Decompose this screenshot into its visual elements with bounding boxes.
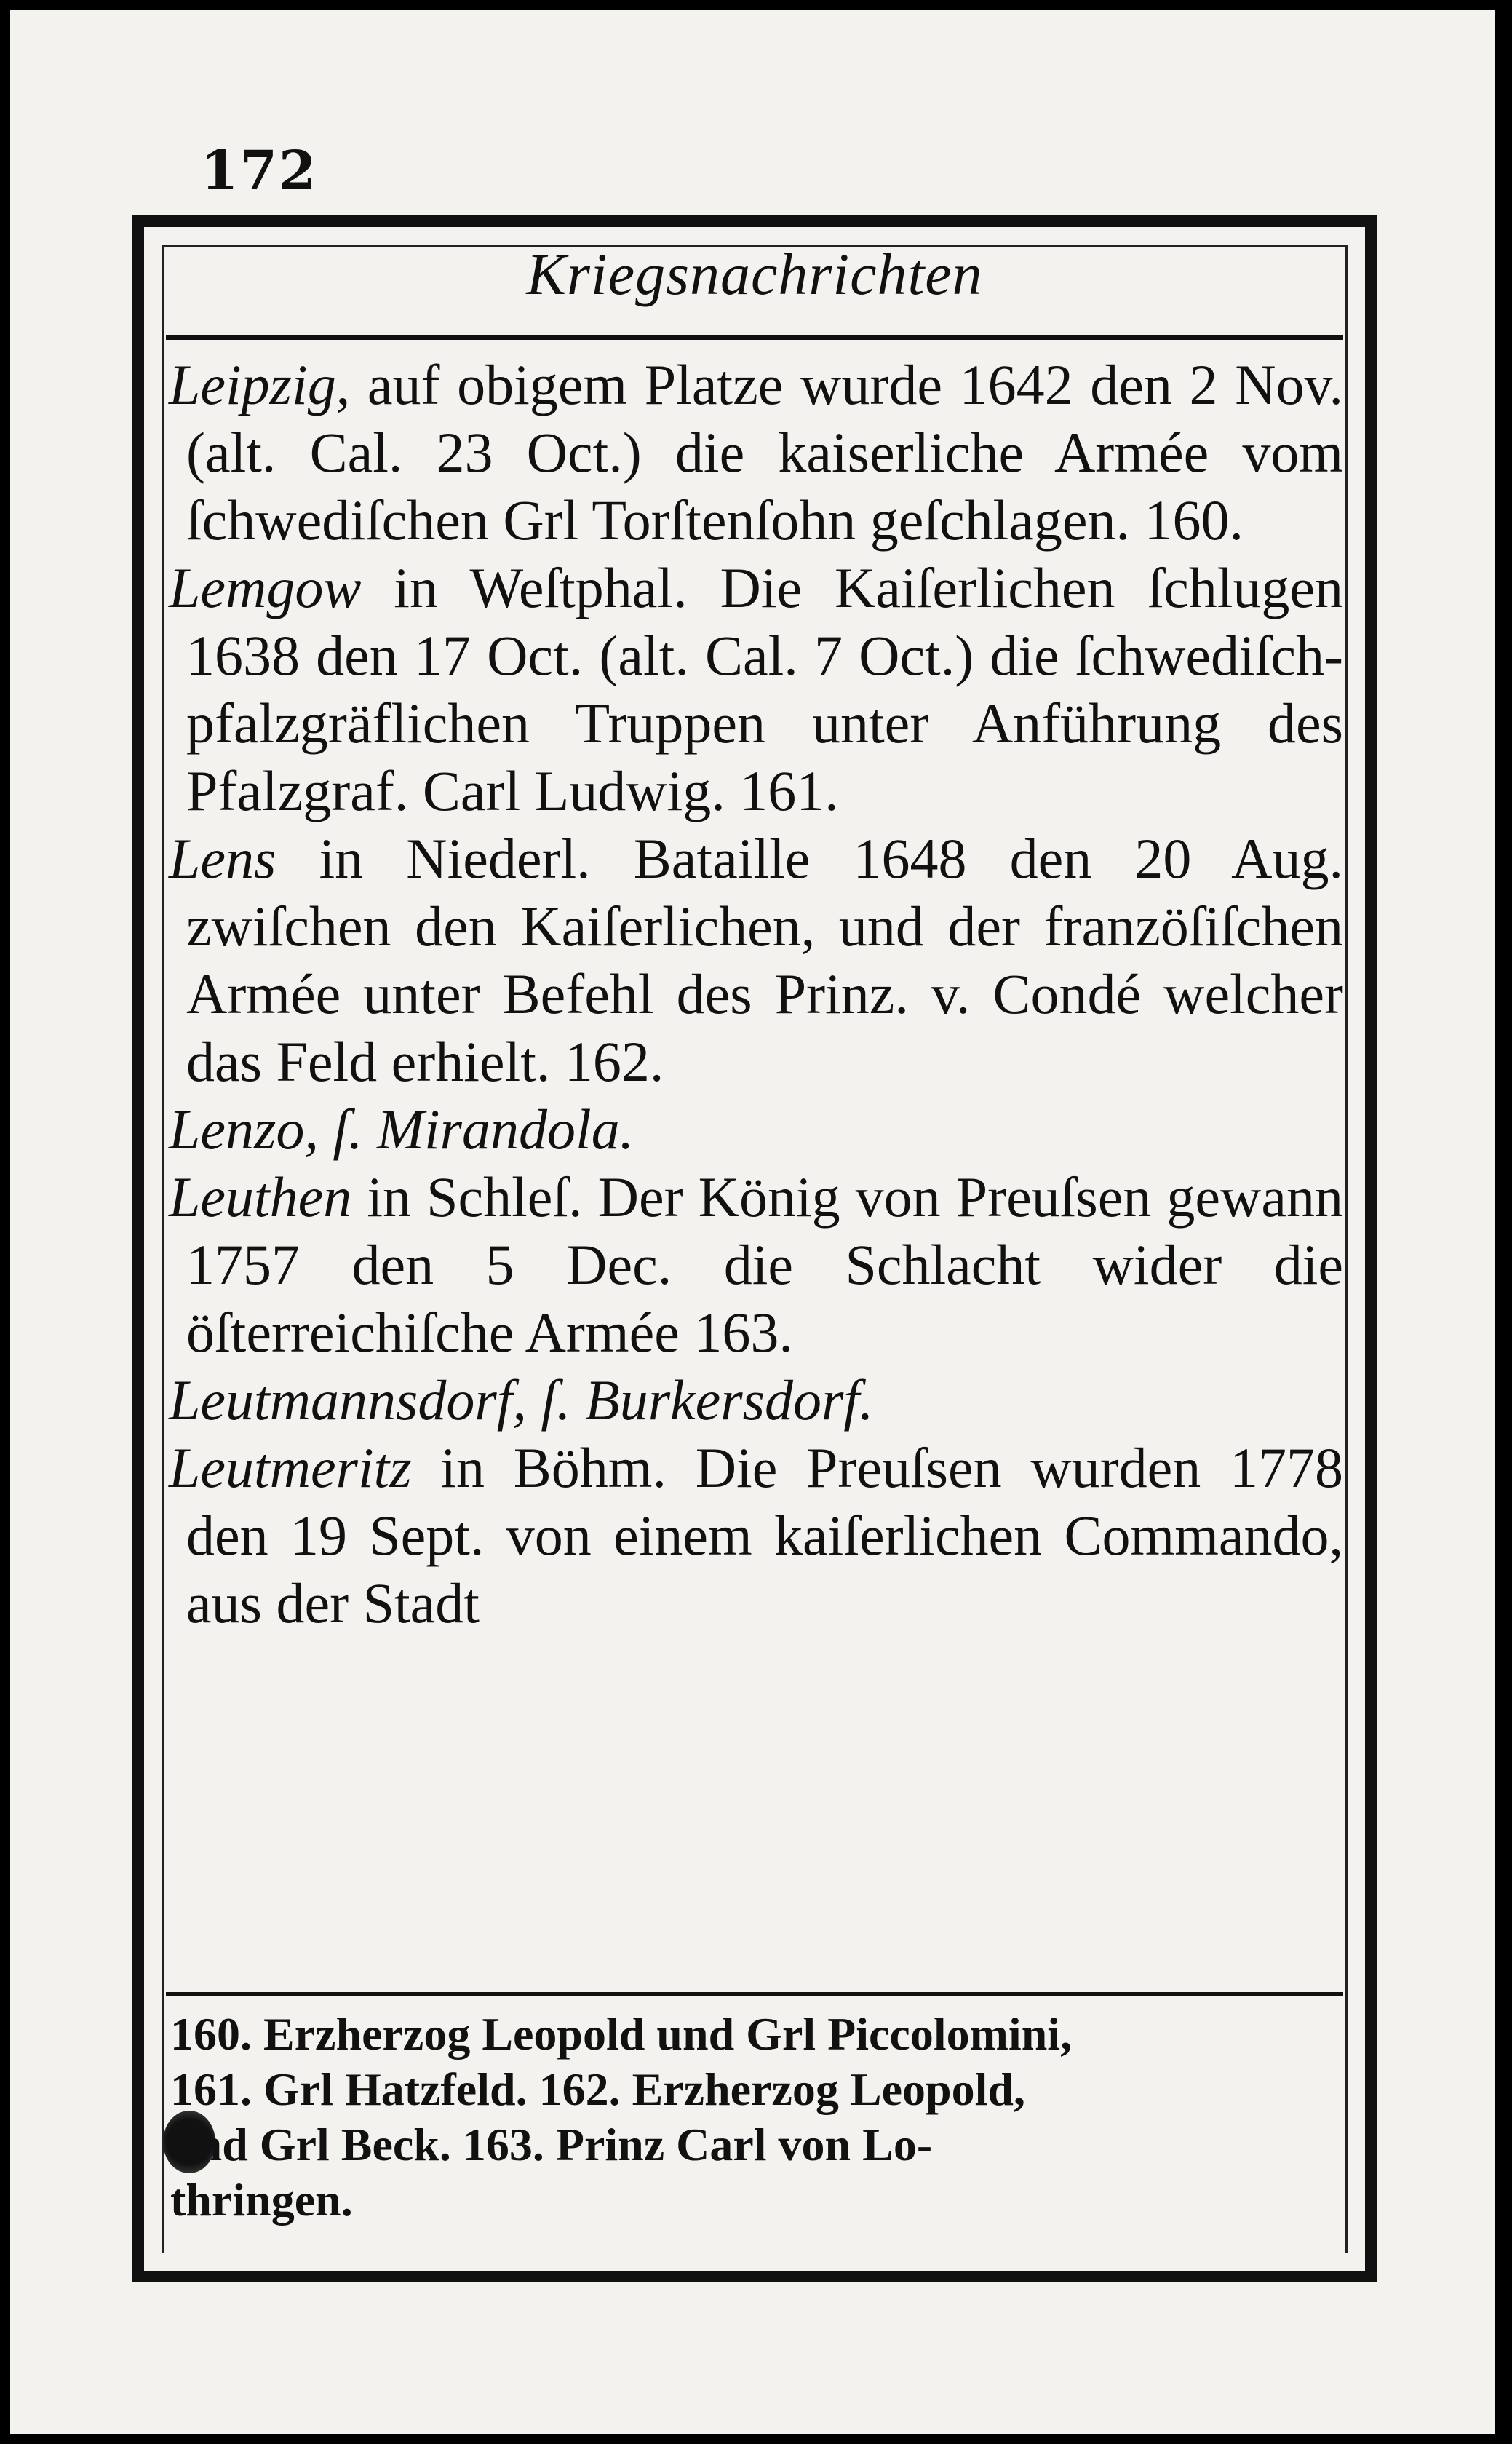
entry-term: Leutmannsdorf <box>169 1368 513 1432</box>
entry-text: in Weſtphal. Die Kaiſerlichen ſchlugen 1638 den 17 Oct. (alt. Cal. 7 Oct.) die ſchwediſch-pfalzgräflichen Truppen unter Anführung des Pfalzgraf. Carl Ludwig. 161. <box>186 556 1343 822</box>
entry-term: Lenzo <box>169 1098 305 1161</box>
entry-text: , auf obigem Platze wurde 1642 den 2 Nov. (alt. Cal. 23 Oct.) die kaiserliche Armée vom ſchwediſchen Grl Torſtenſohn geſchlagen. 160. <box>186 353 1343 552</box>
entry-term: Lens <box>169 827 276 890</box>
entry-leipzig <box>169 351 1343 554</box>
entry-list <box>169 351 1343 1637</box>
entry-text: , ſ. Burkersdorf. <box>512 1368 874 1432</box>
entry-leutmeritz <box>169 1434 1343 1637</box>
running-heading: Kriegsnachrichten <box>526 241 983 307</box>
entry-text: in Böhm. Die Preuſsen wurden 1778 den 19 Sept. von einem kaiſerlichen Commando, aus der Stadt <box>186 1436 1343 1635</box>
entry-text: in Niederl. Bataille 1648 den 20 Aug. zwiſchen den Kaiſerlichen, und der franzöſiſchen Armée unter Befehl des Prinz. v. Condé welcher das Feld erhielt. 162. <box>186 827 1343 1093</box>
heading-divider <box>166 335 1343 340</box>
footnotes <box>170 2007 1340 2228</box>
footnote-divider <box>166 1992 1343 1996</box>
footnote-line: 161. Grl Hatzfeld. 162. Erzherzog Leopold, <box>170 2063 1025 2115</box>
entry-term: Leuthen <box>169 1165 352 1229</box>
entry-text: in Schleſ. Der König von Preuſsen gewann 1757 den 5 Dec. die Schlacht wider die öſterreichiſche Armée 163. <box>186 1165 1343 1364</box>
footnote-line: und Grl Beck. 163. Prinz Carl von Lo- <box>170 2119 933 2170</box>
entry-lenzo <box>169 1095 1343 1163</box>
entry-term: Leutmeritz <box>169 1436 412 1499</box>
footnote-line: thringen. <box>170 2174 353 2226</box>
book-page <box>10 10 1495 2434</box>
entry-term: Lemgow <box>169 556 362 619</box>
page-number: 172 <box>201 140 318 202</box>
entry-text: , ſ. Mirandola. <box>304 1098 634 1161</box>
entry-lens <box>169 825 1343 1095</box>
entry-term: Leipzig <box>169 353 336 416</box>
footnote-line: 160. Erzherzog Leopold und Grl Piccolomini, <box>170 2008 1073 2060</box>
text-frame <box>132 215 1377 2282</box>
entry-leuthen <box>169 1163 1343 1366</box>
entry-leutmannsdorf <box>169 1366 1343 1434</box>
entry-lemgow <box>169 554 1343 825</box>
